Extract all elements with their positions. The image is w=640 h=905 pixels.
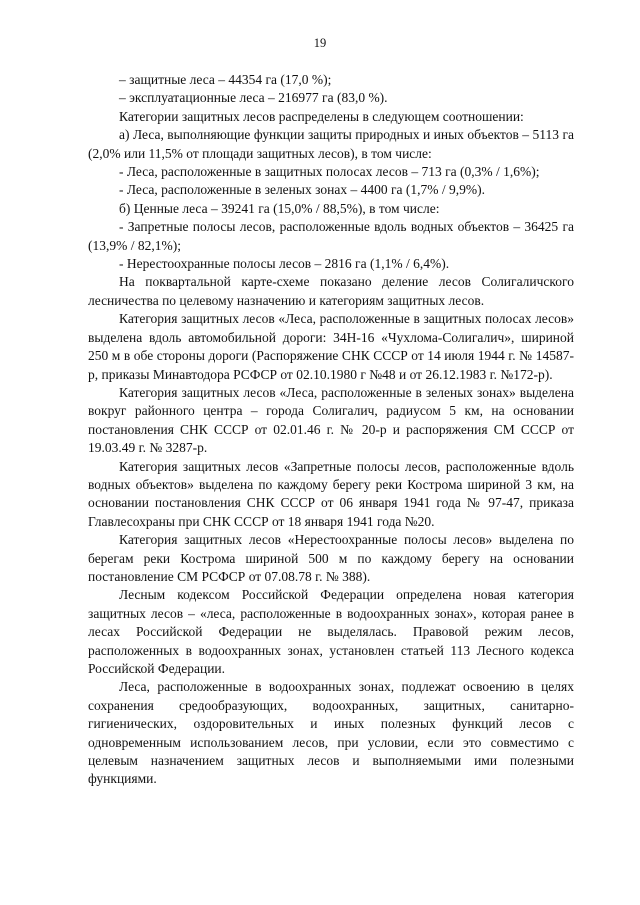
paragraph: – защитные леса – 44354 га (17,0 %); <box>119 72 332 87</box>
paragraph: - Леса, расположенные в защитных полосах лесов – 713 га (0,3% / 1,6%); <box>119 164 540 180</box>
page-number: 19 <box>313 36 327 50</box>
paragraph: - Леса, расположенные в зеленых зонах – 4400 га (1,7% / 9,9%). <box>119 182 485 198</box>
paragraph: - Нерестоохранные полосы лесов – 2816 га (1,1% / 6,4%). <box>119 256 450 272</box>
paragraph: Категория защитных лесов «Нерестоохранные полосы лесов» выделена по берегам реки Кострома шириной 500 м по каждому берегу на основании постановление СМ РСФСР от 07.08.78 г. № 388). <box>88 532 574 584</box>
paragraph: Категория защитных лесов «Леса, расположенные в защитных полосах лесов» выделена вдоль автомобильной дороги: 34Н-16 «Чухлома-Солигалич», шириной 250 м в обе стороны дороги (Распоряжение СНК СССР от 14 июля 1944 г. № 14587-р, приказы Минавтодора РСФСР от 02.10.1980 г №48 и от 26.12.1983 г. №172-р). <box>88 311 574 382</box>
paragraph: б) Ценные леса – 39241 га (15,0% / 88,5%), в том числе: <box>119 200 440 216</box>
paragraph: - Запретные полосы лесов, расположенные вдоль водных объектов – 36425 га (13,9% / 82,1%); <box>88 219 574 253</box>
paragraph: Лесным кодексом Российской Федерации определена новая категория защитных лесов – «леса, расположенные в водоохранных зонах», которая ранее в лесах Российской Федерации не выделялась. Правовой режим лесов, расположенных в водоохранных зонах, установлен статьей 113 Лесного кодекса Российской Федерации. <box>88 587 574 676</box>
body-text <box>88 71 574 789</box>
paragraph: Категория защитных лесов «Леса, расположенные в зеленых зонах» выделена вокруг районного центра – города Солигалич, радиусом 5 км, на основании постановления СНК СССР от 02.01.46 г. № 20-р и распоряжения СМ СССР от 19.03.49 г. № 3287-р. <box>88 384 574 456</box>
paragraph: Категории защитных лесов распределены в следующем соотношении: <box>119 108 524 124</box>
paragraph: На поквартальной карте-схеме показано деление лесов Солигаличского лесничества по целевому назначению и категориям защитных лесов. <box>88 274 574 308</box>
paragraph: Категория защитных лесов «Запретные полосы лесов, расположенные вдоль водных объектов» выделена по каждому берегу реки Кострома шириной 3 км, на основании постановления СНК СССР от 06 января 1941 года № 97-47, приказа Главлесохраны при СНК СССР от 18 января 1941 года №20. <box>88 458 574 529</box>
paragraph: а) Леса, выполняющие функции защиты природных и иных объектов – 5113 га (2,0% или 11,5% от площади защитных лесов), в том числе: <box>88 127 574 161</box>
paragraph: – эксплуатационные леса – 216977 га (83,0 %). <box>119 90 388 106</box>
paragraph: Леса, расположенные в водоохранных зонах, подлежат освоению в целях сохранения средообразующих, водоохранных, защитных, санитарно-гигиенических, оздоровительных и иных полезных функций лесов с одновременным использованием лесов, при условии, если это совместимо с целевым назначением защитных лесов и выполняемыми ими полезными функциями. <box>88 679 574 787</box>
